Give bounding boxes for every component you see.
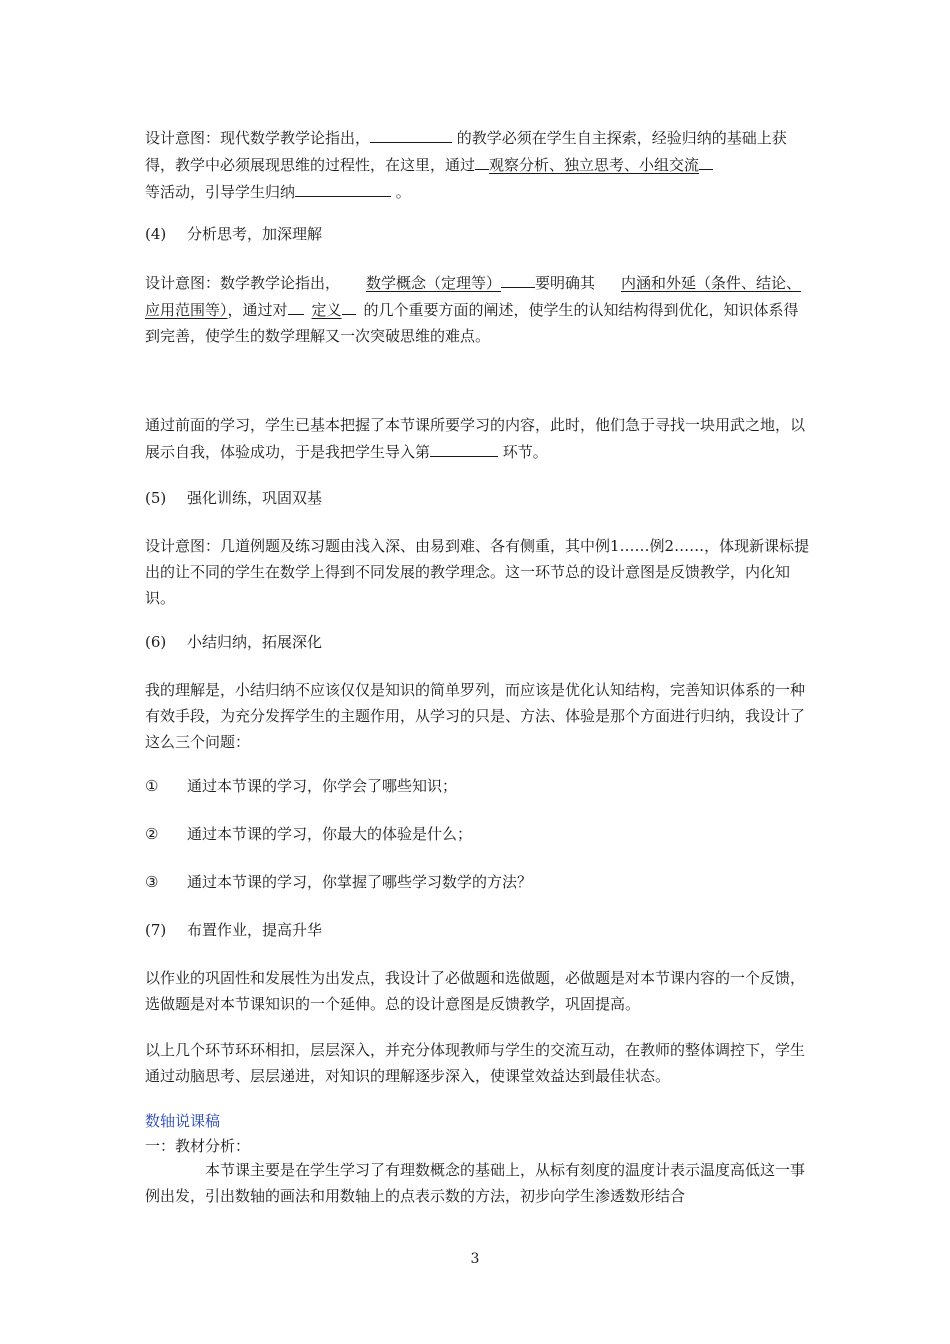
summary-paragraph: 我的理解是，小结归纳不应该仅仅是知识的简单罗列，而应该是优化认知结构，完善知识体系的一种有效手段，为充分发挥学生的主题作用，从学习的只是、方法、体验是那个方面进行归纳，我设计了这么三个问题： — [145, 681, 806, 751]
underlined-answer: 内涵和外延（条件、结论、应用范围等） — [145, 274, 802, 319]
lesson-title: 数轴说课稿 — [145, 1112, 221, 1130]
section-heading-textbook-analysis: 一：教材分析： — [145, 1137, 251, 1155]
textbook-analysis-paragraph: 本节课主要是在学生学习了有理数概念的基础上，从标有刻度的温度计表示温度高低这一事例出发，引出数轴的画法和用数轴上的点表示数的方法，初步向学生渗透数形结合 — [145, 1161, 806, 1205]
fill-blank — [342, 296, 356, 315]
page-number: 3 — [470, 1251, 480, 1267]
fill-blank — [430, 438, 498, 457]
underlined-answer: 数学概念（定理等） — [366, 274, 502, 292]
section-heading-4: (4) 分析思考，加深理解 — [145, 225, 323, 243]
question-item-1: ① 通过本节课的学习，你学会了哪些知识； — [145, 777, 458, 795]
design-intent-paragraph-2: 设计意图：数学教学论指出， 数学概念（定理等） 要明确其 内涵和外延（条件、结论、应用范围等），通过对 定义 的几个重要方面的阐述，使学生的认知结构得到优化，知识体系得到完善，使学生的数学理解又一次突破思维的难点。 — [145, 269, 810, 349]
question-item-2: ② 通过本节课的学习，你最大的体验是什么； — [145, 825, 473, 843]
fill-blank — [370, 124, 452, 143]
design-intent-paragraph-3: 设计意图：几道例题及练习题由浅入深、由易到难、各有侧重，其中例1……例2……，体现新课标提出的让不同的学生在数学上得到不同发展的教学理念。这一环节总的设计意图是反馈教学，内化知识。 — [145, 537, 810, 607]
fill-blank — [288, 296, 304, 315]
conclusion-paragraph: 以上几个环节环环相扣，层层深入，并充分体现教师与学生的交流互动，在教师的整体调控下，学生通过动脑思考、层层递进，对知识的理解逐步深入，使课堂效益达到最佳状态。 — [145, 1041, 806, 1085]
fill-blank — [501, 269, 535, 288]
underlined-answer: 观察分析、独立思考、小组交流 — [489, 156, 700, 174]
homework-paragraph: 以作业的巩固性和发展性为出发点，我设计了必做题和选做题，必做题是对本节课内容的一个反馈，选做题是对本节课知识的一个延伸。总的设计意图是反馈教学，巩固提高。 — [145, 969, 806, 1013]
underlined-answer: 定义 — [311, 301, 342, 319]
section-heading-6: (6) 小结归纳，拓展深化 — [145, 633, 323, 651]
fill-blank — [699, 151, 713, 170]
question-item-3: ③ 通过本节课的学习，你掌握了哪些学习数学的方法？ — [145, 873, 533, 891]
fill-blank — [475, 151, 489, 170]
design-intent-paragraph-1: 设计意图：现代数学教学论指出， 的教学必须在学生自主探索，经验归纳的基础上获得，教学中必须展现思维的过程性，在这里，通过 观察分析、独立思考、小组交流 等活动，引导学生归纳 。 — [145, 124, 810, 205]
section-heading-5: (5) 强化训练，巩固双基 — [145, 489, 323, 507]
section-heading-7: (7) 布置作业，提高升华 — [145, 921, 323, 939]
fill-blank — [295, 178, 391, 197]
transition-paragraph: 通过前面的学习，学生已基本把握了本节课所要学习的内容，此时，他们急于寻找一块用武之地，以展示自我，体验成功，于是我把学生导入第 环节。 — [145, 416, 806, 461]
